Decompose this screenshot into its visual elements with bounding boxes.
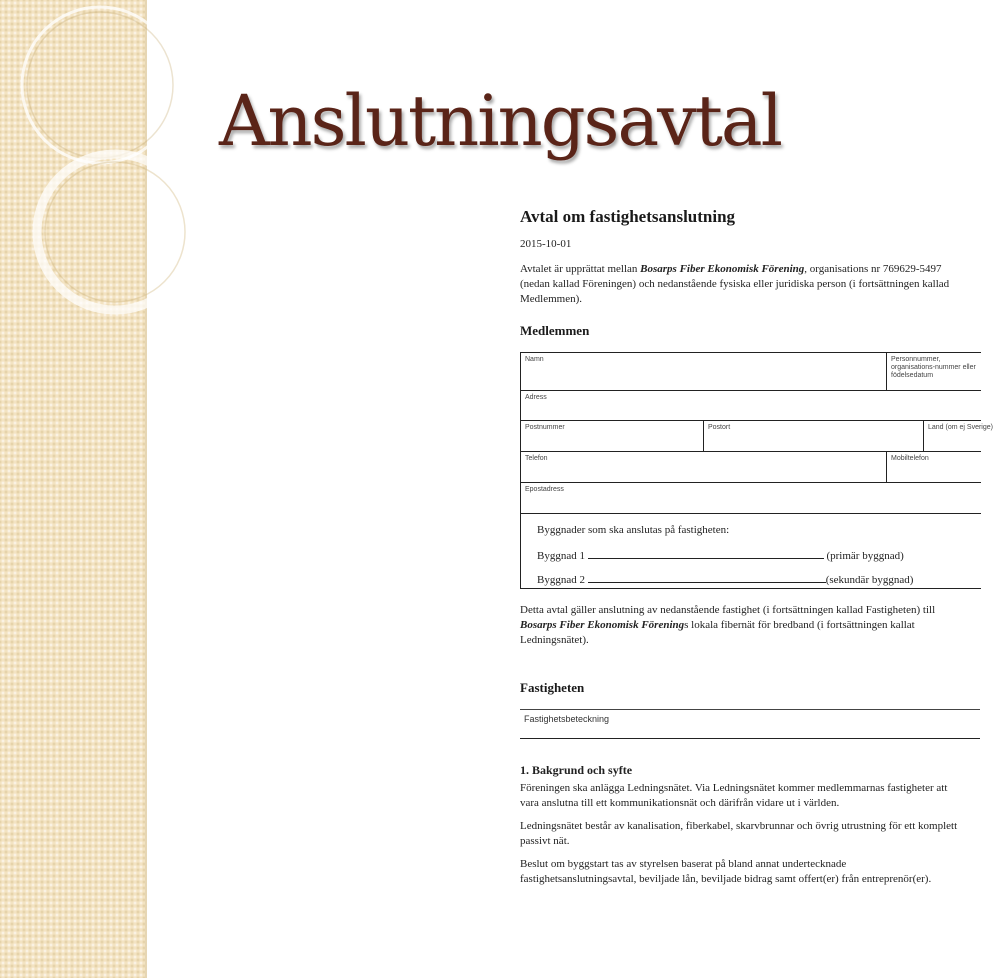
name-label: Namn [525, 356, 544, 363]
buildings-heading: Byggnader som ska anslutas på fastigheten: [537, 524, 730, 536]
scope-text-end: s lokala fibernät för bredband (i fortsättningen kallat Ledningsnätet). [520, 619, 915, 646]
scope-assoc-name: Bosarps Fiber Ekonomisk Förening [520, 619, 685, 631]
land-label: Land (om ej Sverige) [928, 424, 993, 431]
epost-field[interactable] [521, 483, 981, 513]
mobiltelefon-label: Mobiltelefon [891, 455, 929, 462]
building-2-suffix: (sekundär byggnad) [825, 574, 914, 586]
intro-text-end: , organisations nr 769629-5497 (nedan kallad Föreningen) och nedanstående fysiska eller juridiska person (i fortsättningen kallad Medlemmen). [520, 263, 950, 305]
form-row-address [521, 390, 981, 420]
postnummer-label: Postnummer [525, 424, 565, 431]
section-1-paragraph-3: Beslut om byggstart tas av styrelsen baserat på bland annat undertecknade fastighetsanslutningsavtal, beviljade lån, beviljade bidrag samt offert(er) från entreprenör(er). [520, 858, 932, 885]
building-2-input[interactable] [588, 572, 826, 583]
member-heading: Medlemmen [520, 323, 590, 338]
property-label: Fastighetsbeteckning [524, 714, 610, 724]
land-field[interactable] [923, 421, 993, 451]
scope-text-start: Detta avtal gäller anslutning av nedanstående fastighet (i fortsättningen kallad Fastigheten) till [520, 604, 936, 616]
postnummer-field[interactable] [521, 421, 703, 451]
building-1-row [537, 548, 904, 562]
document-body [520, 0, 993, 978]
page-title: Anslutningsavtal [219, 80, 781, 162]
intro-paragraph [520, 262, 960, 307]
mobiltelefon-field[interactable] [886, 452, 982, 482]
document-subtitle: Avtal om fastighetsanslutning [520, 207, 736, 226]
form-row-name [521, 352, 981, 390]
building-1-label: Byggnad 1 [537, 550, 585, 562]
member-form [520, 352, 993, 589]
postort-field[interactable] [703, 421, 924, 451]
section-1-heading: 1. Bakgrund och syfte [520, 763, 633, 777]
document-date: 2015-10-01 [520, 238, 572, 250]
building-2-label: Byggnad 2 [537, 574, 585, 586]
property-heading: Fastigheten [520, 680, 585, 695]
address-field[interactable] [521, 391, 981, 420]
scope-paragraph [520, 603, 960, 648]
section-1-paragraph-2: Ledningsnätet består av kanalisation, fiberkabel, skarvbrunnar och övrig utrustning för ett komplett passivt nät. [520, 820, 958, 847]
personnummer-label: Personnummer, organisations-nummer eller födelsedatum [891, 356, 976, 379]
intro-text-start: Avtalet är upprättat mellan [520, 263, 641, 275]
name-field[interactable] [521, 353, 886, 390]
building-1-input[interactable] [588, 548, 824, 559]
postort-label: Postort [708, 424, 731, 431]
intro-party-name: Bosarps Fiber Ekonomisk Förening [640, 263, 805, 275]
epost-label: Epostadress [525, 486, 564, 493]
section-1-paragraph-1: Föreningen ska anlägga Ledningsnätet. Via Ledningsnätet kommer medlemmarnas fastigheter att vara anslutna till ett kommunikationsnät och därifrån vidare ut i världen. [520, 782, 948, 809]
property-field[interactable] [520, 709, 980, 739]
personnummer-field[interactable] [886, 353, 982, 390]
buildings-box [521, 513, 981, 589]
address-label: Adress [525, 394, 547, 401]
decorative-rings [0, 0, 147, 320]
form-row-phone [521, 451, 981, 482]
form-row-email [521, 482, 981, 513]
form-row-postal [521, 420, 993, 451]
telefon-label: Telefon [525, 455, 548, 462]
building-1-suffix: (primär byggnad) [826, 550, 904, 562]
telefon-field[interactable] [521, 452, 886, 482]
building-2-row [537, 572, 913, 586]
